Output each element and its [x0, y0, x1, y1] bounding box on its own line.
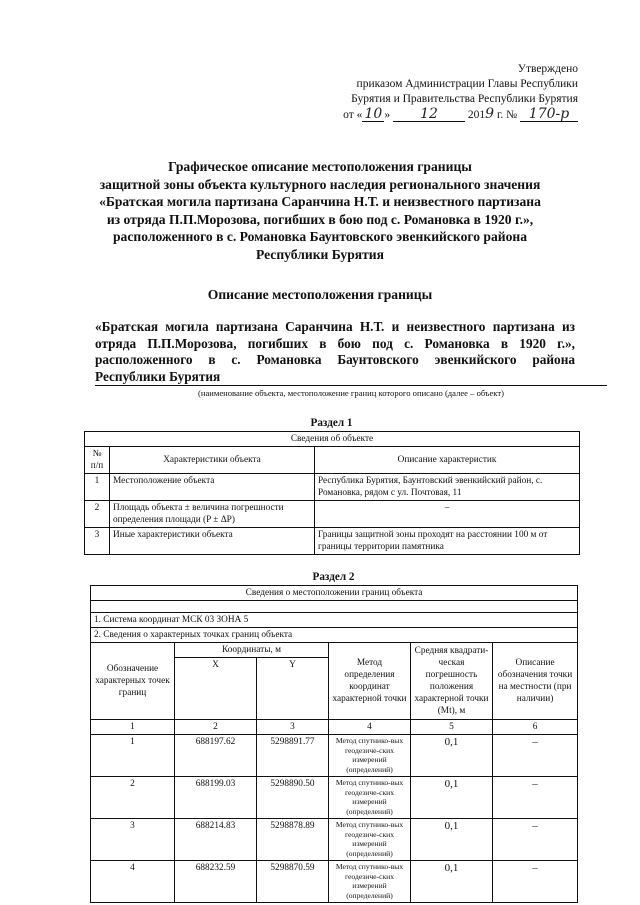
section-1-header: Сведения об объекте — [85, 432, 580, 447]
point-error: 0,1 — [411, 861, 493, 903]
approval-number: 170-р — [520, 108, 578, 122]
point-desc: – — [493, 819, 578, 861]
table-row — [91, 819, 578, 861]
approval-line-1: Утверждено — [517, 63, 578, 75]
point-y: 5298870.59 — [257, 861, 329, 903]
coord-system: 1. Система координат МСК 03 ЗОНА 5 — [91, 613, 578, 628]
point-method: Метод спутнико-вых геодезиче-ских измерений (определений) — [329, 735, 411, 777]
table-row — [85, 474, 580, 501]
approval-day: 10 — [362, 108, 384, 122]
point-x: 688214.83 — [175, 819, 257, 861]
point-method: Метод спутнико-вых геодезиче-ских измерений (определений) — [329, 819, 411, 861]
col-point-header: Обозначение характерных точек границ — [91, 643, 175, 720]
section-1-table — [84, 431, 580, 555]
point-id: 4 — [91, 861, 175, 903]
col-num-header: № п/п — [85, 447, 110, 474]
col-x-header: X — [175, 658, 257, 720]
col-desc-header: Описание обозначения точки на местности (при наличии) — [493, 643, 578, 720]
row-desc: – — [315, 501, 580, 528]
row-char: Местоположение объекта — [110, 474, 315, 501]
title-line-5: расположенного в с. Романовка Баунтовского эвенкийского района — [112, 229, 528, 244]
point-desc: – — [493, 861, 578, 903]
object-name-line-1: «Братская могила партизана Саранчина Н.Т. и неизвестного партизана из — [95, 319, 575, 334]
col-number: 4 — [329, 720, 411, 735]
object-name-underline — [95, 385, 607, 386]
table-row — [91, 777, 578, 819]
col-number: 5 — [411, 720, 493, 735]
approval-year-digit: 9 — [485, 106, 495, 122]
approval-block — [258, 62, 578, 123]
point-id: 3 — [91, 819, 175, 861]
point-error: 0,1 — [411, 735, 493, 777]
section-2-header: Сведения о местоположении границ объекта — [91, 586, 578, 601]
row-char: Площадь объекта ± величина погрешности определения площади (P ± ΔP) — [110, 501, 315, 528]
approval-from-label: от « — [343, 109, 363, 121]
point-desc: – — [493, 777, 578, 819]
point-id: 1 — [91, 735, 175, 777]
point-desc: – — [493, 735, 578, 777]
point-error: 0,1 — [411, 819, 493, 861]
object-name-line-3: расположенного в с. Романовка Баунтовского эвенкийского района — [95, 352, 575, 367]
approval-line-3: Бурятия и Правительства Республики Бурятия — [351, 93, 578, 105]
col-method-header: Метод определения координат характерной точки — [329, 643, 411, 720]
table-row — [85, 501, 580, 528]
point-method: Метод спутнико-вых геодезиче-ских измерений (определений) — [329, 777, 411, 819]
row-desc: Республика Бурятия, Баунтовский эвенкийский район, с. Романовка, рядом с ул. Почтовая, 11 — [315, 474, 580, 501]
title-line-4: из отряда П.П.Морозова, погибших в бою под с. Романовка в 1920 г.», — [106, 211, 534, 227]
approval-line-2: приказом Администрации Главы Республики — [356, 78, 578, 90]
col-number: 6 — [493, 720, 578, 735]
point-x: 688232.59 — [175, 861, 257, 903]
object-name — [95, 319, 575, 385]
points-caption: 2. Сведения о характерных точках границ объекта — [91, 628, 578, 643]
section-2-title: Раздел 2 — [312, 571, 355, 583]
approval-month: 12 — [393, 108, 465, 122]
point-x: 688199.03 — [175, 777, 257, 819]
subtitle: Описание местоположения границы — [207, 287, 433, 302]
col-number: 3 — [257, 720, 329, 735]
title-line-3: «Братская могила партизана Саранчина Н.Т. и неизвестного партизана — [99, 194, 541, 209]
section-1-title: Раздел 1 — [310, 417, 353, 429]
point-y: 5298891.77 — [257, 735, 329, 777]
col-number: 1 — [91, 720, 175, 735]
point-id: 2 — [91, 777, 175, 819]
document-title — [70, 158, 570, 263]
approval-date-line — [258, 107, 578, 123]
title-line-6: Республики Бурятия — [255, 246, 384, 262]
approval-close-quote: » — [384, 109, 391, 121]
row-num: 3 — [85, 528, 110, 555]
section-2-spacer — [91, 601, 578, 613]
object-name-line-4: Республики Бурятия — [95, 368, 221, 384]
section-2-table — [90, 585, 578, 903]
row-num: 1 — [85, 474, 110, 501]
title-line-1: Графическое описание местоположения границы — [168, 159, 472, 174]
point-y: 5298890.50 — [257, 777, 329, 819]
table-row — [91, 861, 578, 903]
object-name-caption: (наименование объекта, местоположение границ которого описано (далее – объект) — [198, 388, 504, 398]
point-x: 688197.62 — [175, 735, 257, 777]
table-row — [91, 735, 578, 777]
row-num: 2 — [85, 501, 110, 528]
approval-year-suffix: г. № — [494, 109, 518, 121]
point-method: Метод спутнико-вых геодезиче-ских измерений (определений) — [329, 861, 411, 903]
object-name-line-2: отряда П.П.Морозова, погибших в бою под с. Романовка в 1920 г.», — [95, 335, 575, 351]
title-line-2: защитной зоны объекта культурного наследия регионального значения — [99, 176, 541, 192]
table-row — [85, 528, 580, 555]
col-error-header: Средняя квадрати-ческая погрешность положения характерной точки (Mt), м — [411, 643, 493, 720]
col-coords-header: Координаты, м — [175, 643, 329, 658]
row-char: Иные характеристики объекта — [110, 528, 315, 555]
col-y-header: Y — [257, 658, 329, 720]
col-number: 2 — [175, 720, 257, 735]
approval-year-prefix: 201 — [467, 109, 486, 121]
col-desc-header: Описание характеристик — [315, 447, 580, 474]
point-y: 5298878.89 — [257, 819, 329, 861]
col-char-header: Характеристики объекта — [110, 447, 315, 474]
row-desc: Границы защитной зоны проходят на расстоянии 100 м от границы территории памятника — [315, 528, 580, 555]
point-error: 0,1 — [411, 777, 493, 819]
